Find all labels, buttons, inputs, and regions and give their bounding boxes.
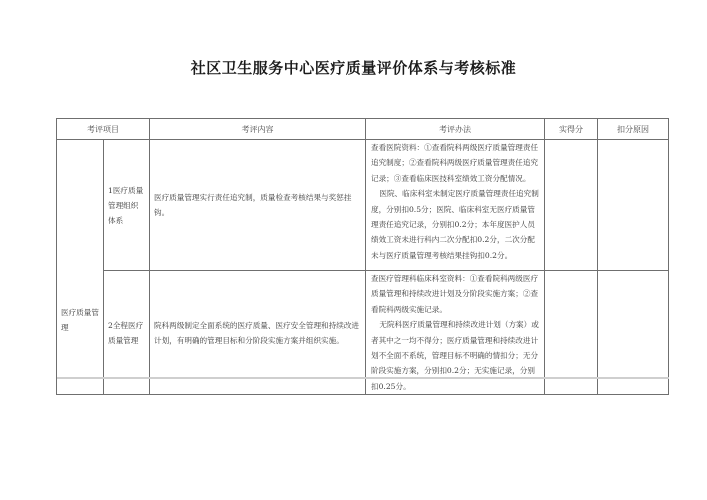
subitem-cell: 2全程医疗质量管理: [104, 271, 150, 395]
score-cell[interactable]: [545, 140, 598, 271]
header-score: 实得分: [545, 119, 598, 140]
method-paragraph: 查医疗管理科临床科室资料：①查看院科两级医疗质量管理和持续改进计划及分阶段实施方案；②查看院科两级实施记录。: [371, 274, 539, 314]
subitem-cell: 1医疗质量管理组织体系: [104, 140, 150, 271]
table-header-row: [57, 119, 669, 140]
method-paragraph: 查看医院资料：①查看院科两级医疗质量管理责任追究制度；②查看院科两级医疗质量管理责任追究记录；③查看临床医技科室绩效工资分配情况。: [371, 143, 539, 183]
method-paragraph: 医院、临床科室未制定医疗质量管理责任追究制度，分别扣0.5分；医院、临床科室无医疗质量管理责任追究记录，分别扣0.2分；本年度医护人员绩效工资未进行科内二次分配扣0.2分，二次分配未与医疗质量管理考核结果挂钩扣0.2分。: [371, 189, 539, 260]
header-content: 考评内容: [150, 119, 366, 140]
table-row: [57, 140, 669, 271]
category-cell: [57, 140, 104, 395]
evaluation-table: [56, 118, 669, 395]
document-title: 社区卫生服务中心医疗质量评价体系与考核标准: [190, 59, 517, 77]
category-label: 医疗质量管理: [61, 308, 99, 333]
content-cell: 院科两级制定全面系统的医疗质量、医疗安全管理和持续改进计划，有明确的管理目标和分阶段实施方案并组织实施。: [150, 271, 366, 395]
header-item: 考评项目: [57, 119, 150, 140]
table-shadow: [57, 377, 669, 379]
header-reason: 扣分原因: [598, 119, 669, 140]
reason-cell[interactable]: [598, 140, 669, 271]
method-paragraph: 无院科医疗质量管理和持续改进计划（方案）或者其中之一均不得分；医疗质量管理和持续改进计划不全面不系统，管理目标不明确的情扣分；无分阶段实施方案，分别扣0.2分；无实施记录，分别扣0.25分。: [371, 320, 539, 391]
content-cell: 医疗质量管理实行责任追究制，质量检查考核结果与奖惩挂钩。: [150, 140, 366, 271]
method-cell: [366, 140, 545, 271]
header-method: 考评办法: [366, 119, 545, 140]
